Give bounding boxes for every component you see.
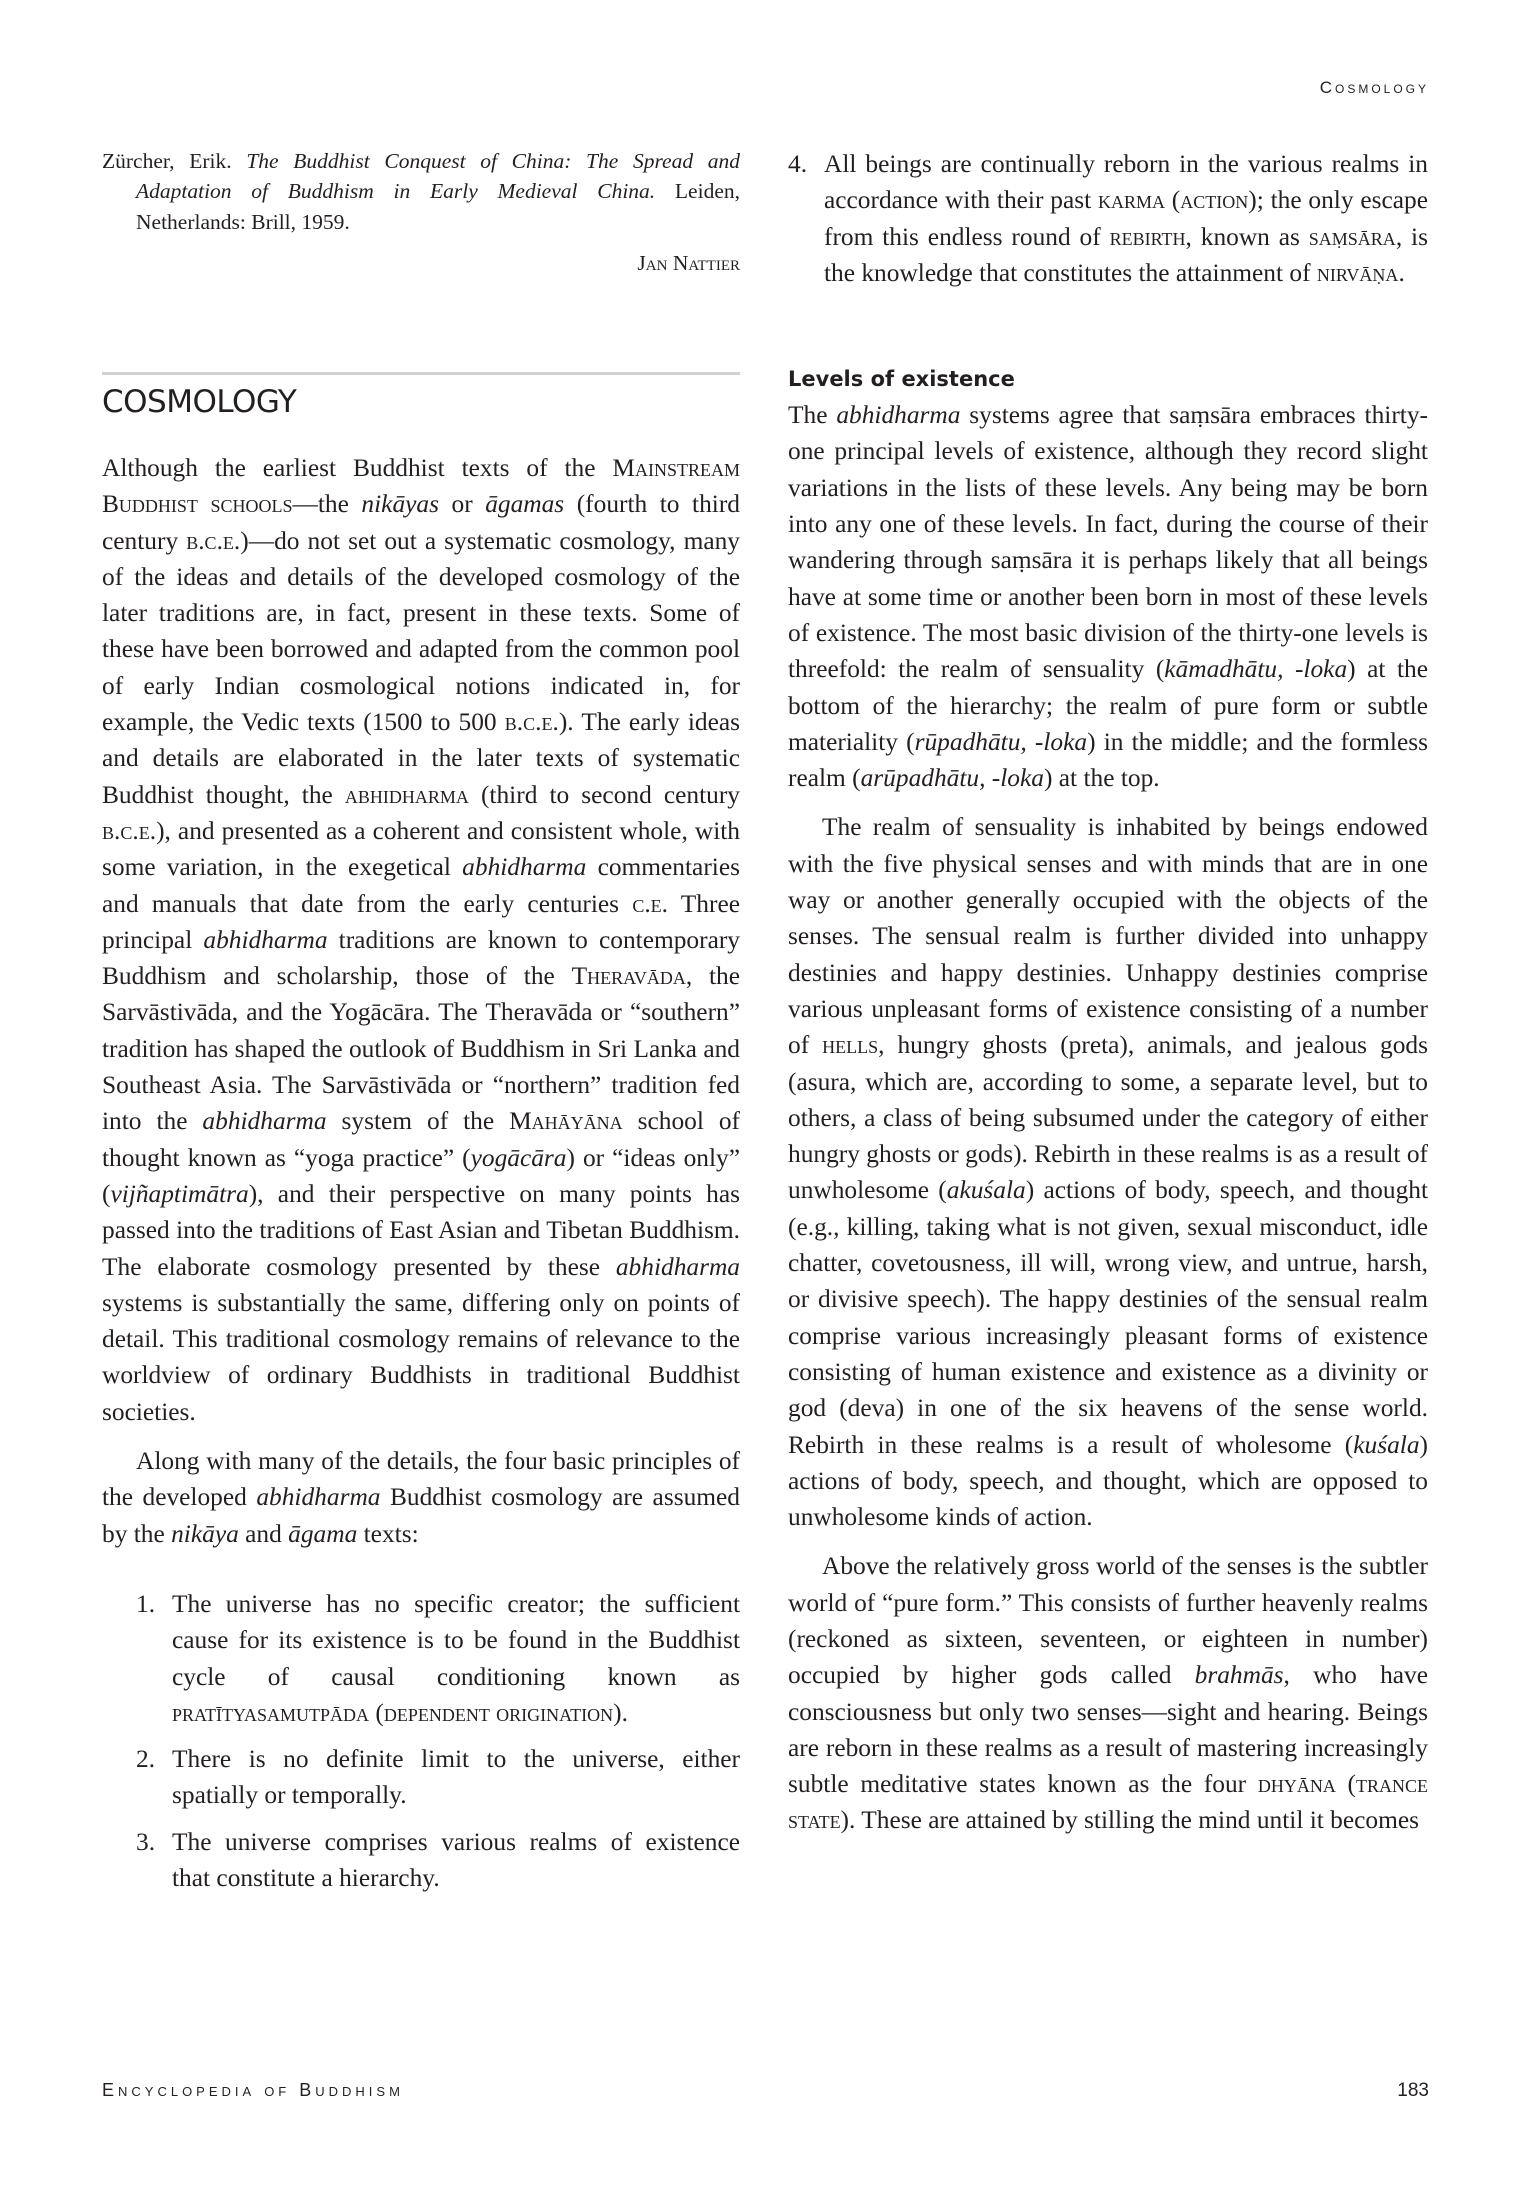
link-mainstream-buddhist-schools[interactable]: Mainstream Buddhist schools [102,454,740,519]
sensuality-paragraph: The realm of sensuality is inhabited by beings endowed with the five physical senses and with minds that are in one way or another generally occupied with the objects of the senses. The sensual realm is further divided into unhappy destinies and happy destinies. Unhappy destinies comprise various unpleasant forms of existence consisting of a number of hells, hungry ghosts (preta), animals, and jealous gods (asura, which are, according to some, a separate level, but to others, a class of being subsumed under the category of either hungry ghosts or gods). Rebirth in these realms is as a result of unwholesome (akuśala) actions of body, speech, and thought (e.g., killing, taking what is not given, sexual misconduct, idle chatter, covetousness, ill will, wrong view, and untrue, harsh, or divisive speech). The happy destinies of the sensual realm comprise various increasingly pleasant forms of existence consisting of human existence and existence as a divinity or god (deva) in one of the six heavens of the sense world. Rebirth in these realms is a result of wholesome (kuśala) actions of body, speech, and thought, which are opposed to unwholesome kinds of action. [788,813,1429,1532]
subheading-levels-of-existence: Levels of existence [788,367,1015,392]
left-column-body [102,450,740,1906]
section-title: COSMOLOGY [102,384,297,420]
link-pratityasamutpada[interactable]: pratītyasamutpāda (dependent origination) [172,1698,622,1727]
author-signature: Jan Nattier [637,250,740,275]
link-hells[interactable]: hells [822,1031,879,1060]
list-item: 4. All beings are continually reborn in the various realms in accordance with their past karma (action); the only escape from this endless round of rebirth, known as saṃsāra, is the knowledge that constitutes the attainment of nirvāṇa. [788,150,1428,287]
bibliography-block [102,146,740,276]
pure-form-paragraph: Above the relatively gross world of the senses is the subtler world of “pure form.” This consists of further heavenly realms (reckoned as sixteen, seventeen, or eighteen in number) occupied by higher gods called brahmās, who have consciousness but only two senses—sight and hearing. Beings are reborn in these realms as a result of mastering increasingly subtle meditative states known as the four dhyāna (trance state). These are attained by stilling the mind until it becomes [788,1552,1428,1835]
footer-publication-title: Encyclopedia of Buddhism [102,2080,404,2100]
section-divider [102,372,740,375]
link-karma[interactable]: karma (action) [1097,186,1257,215]
principles-intro-paragraph: Along with many of the details, the four basic principles of the developed abhidharma Buddhist cosmology are assumed by the nikāya and āgama texts: [102,1447,741,1548]
ref-title: The Buddhist Conquest of China: The Spread and Adaptation of Buddhism in Early Medieval China. [136,149,741,204]
intro-paragraph: Although the earliest Buddhist texts of the Mainstream Buddhist schools—the nikāyas or āgamas (fourth to third century b.c.e.)—do not set out a systematic cosmology, many of the ideas and details of the developed cosmology of the later traditions are, in fact, present in these texts. Some of these have been borrowed and adapted from the common pool of early Indian cosmological notions indicated in, for example, the Vedic texts (1500 to 500 b.c.e.). The early ideas and details are elaborated in the later texts of systematic Buddhist thought, the abhidharma (third to second century b.c.e.), and presented as a coherent and consistent whole, with some variation, in the exegetical abhidharma commentaries and manuals that date from the early centuries c.e. Three principal abhidharma traditions are known to contemporary Buddhism and scholarship, those of the Theravāda, the Sarvāstivāda, and the Yogācāra. The Theravāda or “southern” tradition has shaped the outlook of Buddhism in Sri Lanka and Southeast Asia. The Sarvāstivāda or “northern” tradition fed into the abhidharma system of the Mahāyāna school of thought known as “yoga practice” (yogācāra) or “ideas only” (vijñaptimātra), and their perspective on many points has passed into the traditions of East Asian and Tibetan Buddhism. The elaborate cosmology presented by these abhidharma systems is substantially the same, differing only on points of detail. This traditional cosmology remains of relevance to the worldview of ordinary Buddhists in traditional Buddhist societies. [102,454,741,1426]
ref-author: Zürcher, Erik. [102,149,232,173]
link-theravada[interactable]: Theravāda [571,962,686,991]
list-item: 3. The universe comprises various realms of existence that constitute a hierarchy. [136,1827,740,1892]
ref-publisher: Leiden, Netherlands: Brill, 1959. [136,179,740,234]
running-head: Cosmology [1319,78,1429,97]
link-rebirth[interactable]: rebirth [1109,222,1186,251]
link-nirvana[interactable]: nirvāṇa [1316,258,1399,287]
link-dhyana[interactable]: dhyāna (trance state) [788,1770,1428,1835]
list-item: 2. There is no definite limit to the universe, either spatially or temporally. [136,1745,740,1810]
page-number: 183 [1397,2080,1429,2101]
link-abhidharma[interactable]: abhidharma [344,780,469,809]
link-mahayana[interactable]: Mahāyāna [509,1107,623,1136]
levels-paragraph: The abhidharma systems agree that saṃsāra embraces thirty-one principal levels of existence, although they record slight variations in the lists of these levels. Any being may be born into any one of these levels. In fact, during the course of their wandering through saṃsāra it is perhaps likely that all beings have at some time or another been born in most of these levels of existence. The most basic division of the thirty-one levels is threefold: the realm of sensuality (kāmadhātu, -loka) at the bottom of the hierarchy; the realm of pure form or subtle materiality (rūpadhātu, -loka) in the middle; and the formless realm (arūpadhātu, -loka) at the top. [788,401,1428,793]
bibliography-entry [102,146,740,237]
principles-list [102,1586,740,1896]
link-samsara[interactable]: saṃsāra [1308,222,1396,251]
list-item: 1. The universe has no specific creator; the sufficient cause for its existence is to be found in the Buddhist cycle of causal conditioning known as pratītyasamutpāda (dependent origination). [136,1589,740,1727]
principles-list-continued [788,146,1428,291]
right-column-body [788,146,1428,1839]
